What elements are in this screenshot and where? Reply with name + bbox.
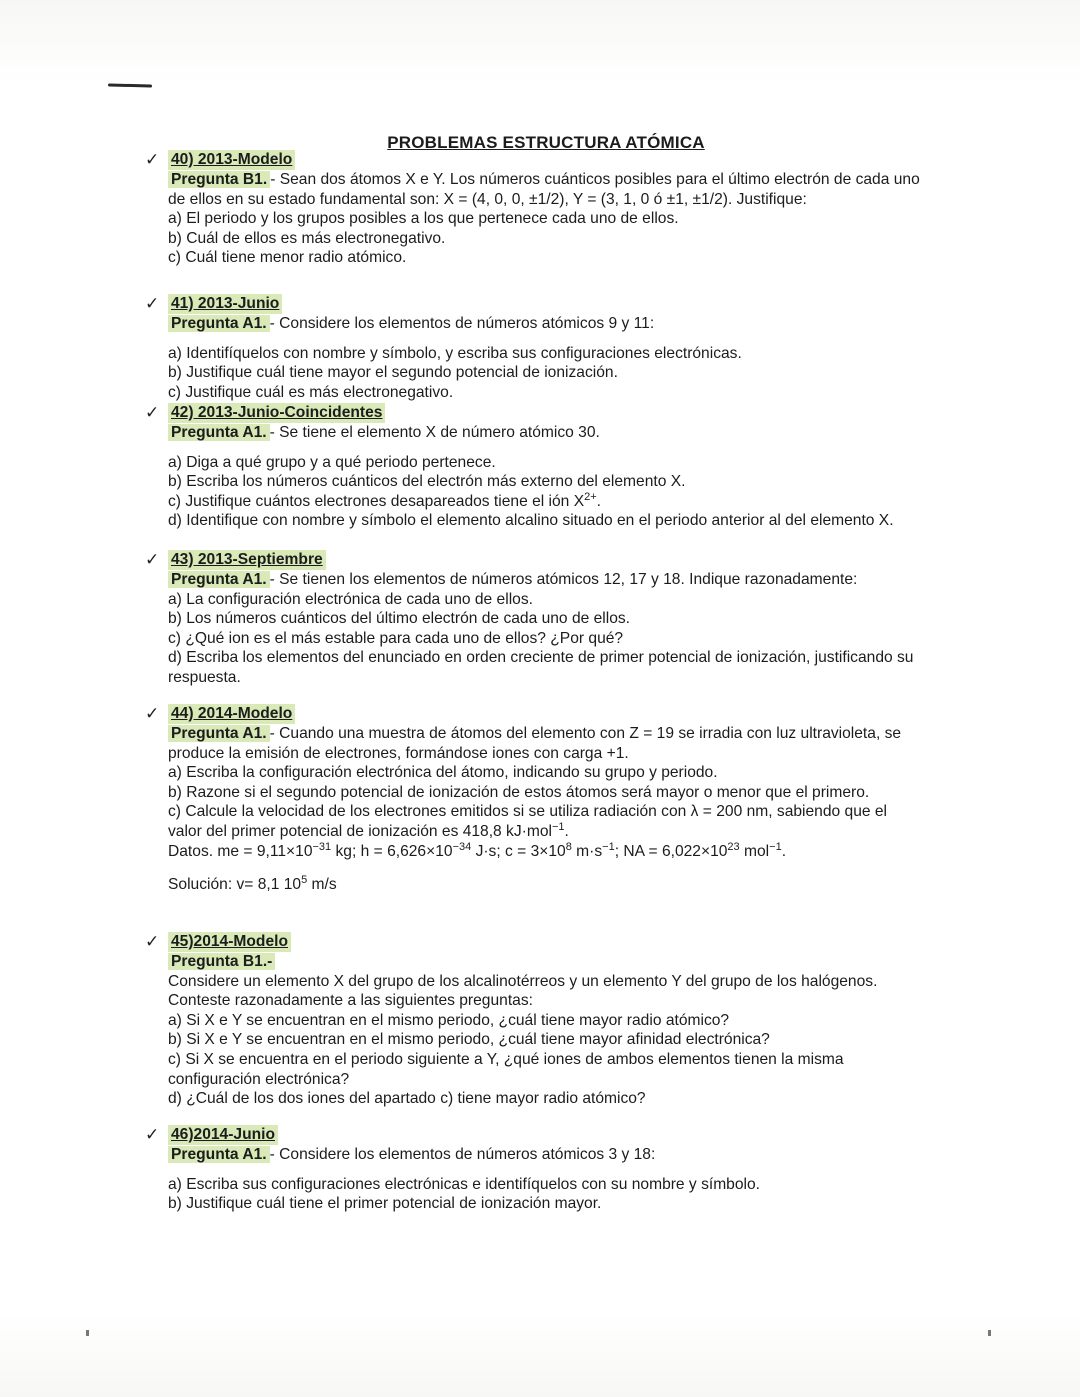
problem-heading: 44) 2014-Modelo bbox=[168, 704, 295, 724]
exponent: −31 bbox=[312, 840, 332, 853]
datos-c: J·s; c = 3×10 bbox=[471, 842, 566, 860]
list-item: Considere un elemento X del grupo de los alcalinotérreos y un elemento Y del grupo de los halógenos. Conteste razonadamente a las siguientes preguntas: bbox=[168, 972, 878, 1010]
question-label: Pregunta A1. bbox=[168, 424, 270, 441]
list-item: d) ¿Cuál de los dos iones del apartado c) tiene mayor radio atómico? bbox=[168, 1090, 646, 1108]
list-item: b) Escriba los números cuánticos del electrón más externo del elemento X. bbox=[168, 473, 686, 491]
solution-line bbox=[168, 875, 925, 895]
list-item: b) Los números cuánticos del último electrón de cada uno de ellos. bbox=[168, 610, 631, 628]
problem-heading: 42) 2013-Junio-Coincidentes bbox=[168, 403, 385, 423]
list-item: b) Justifique cuál tiene mayor el segundo potencial de ionización. bbox=[168, 364, 618, 382]
list-item: d) Identifique con nombre y símbolo el elemento alcalino situado en el periodo anterior al del elemento X. bbox=[168, 512, 894, 530]
problem-heading: 46)2014-Junio bbox=[168, 1125, 278, 1145]
list-item: a) Identifíquelos con nombre y símbolo, y escriba sus configuraciones electrónicas. bbox=[168, 344, 742, 362]
exponent: −1 bbox=[769, 840, 782, 853]
list-item: a) Escriba la configuración electrónica del átomo, indicando su grupo y periodo. bbox=[168, 764, 718, 782]
problem-43 bbox=[145, 550, 925, 688]
check-mark-icon: ✓ bbox=[145, 294, 160, 313]
check-mark-icon: ✓ bbox=[145, 150, 160, 169]
question-label: Pregunta A1. bbox=[168, 315, 270, 332]
question-text bbox=[168, 423, 925, 443]
question-text bbox=[168, 952, 925, 972]
list-item: a) El periodo y los grupos posibles a los que pertenece cada uno de ellos. bbox=[168, 210, 679, 228]
problem-heading: 45)2014-Modelo bbox=[168, 932, 291, 952]
datos-na-unit: mol bbox=[739, 842, 770, 860]
question-text bbox=[168, 724, 925, 763]
exponent: −1 bbox=[551, 820, 565, 833]
list-item bbox=[168, 802, 925, 841]
question-body: - Se tienen los elementos de números atómicos 12, 17 y 18. Indique razonadamente: bbox=[269, 571, 858, 588]
datos-na: ; NA = 6,022×10 bbox=[614, 842, 728, 860]
check-mark-icon: ✓ bbox=[145, 1125, 160, 1144]
problem-44 bbox=[145, 704, 925, 895]
question-body: - Se tiene el elemento X de número atómico 30. bbox=[269, 424, 600, 441]
check-mark-icon: ✓ bbox=[145, 403, 160, 422]
list-item: c) Cuál tiene menor radio atómico. bbox=[168, 249, 407, 267]
question-body: - Considere los elementos de números atómicos 3 y 18: bbox=[269, 1146, 656, 1163]
solution-text: Solución: v= 8,1 10 bbox=[168, 876, 302, 894]
list-item bbox=[168, 492, 925, 512]
exponent: 23 bbox=[727, 840, 740, 853]
exponent: −34 bbox=[452, 840, 472, 853]
question-text bbox=[168, 1145, 925, 1165]
question-label: Pregunta B1.- bbox=[168, 953, 275, 970]
list-item: b) Cuál de ellos es más electronegativo. bbox=[168, 229, 446, 247]
list-item: b) Si X e Y se encuentran en el mismo periodo, ¿cuál tiene mayor afinidad electrónica? bbox=[168, 1031, 770, 1049]
problem-heading: 40) 2013-Modelo bbox=[168, 150, 295, 170]
list-item-end: . bbox=[596, 492, 601, 510]
question-body: - Sean dos átomos X e Y. Los números cuánticos posibles para el último electrón de cada uno de ellos en su estado fundamental son: X = (4, 0, 0, ±1/2), Y = (3, 1, 0 ó ±1, ±1/2). Justifique: bbox=[168, 171, 920, 208]
list-item: a) La configuración electrónica de cada uno de ellos. bbox=[168, 590, 533, 608]
page-title: PROBLEMAS ESTRUCTURA ATÓMICA bbox=[387, 133, 705, 152]
list-item: a) Escriba sus configuraciones electrónicas e identifíquelos con su nombre y símbolo. bbox=[168, 1175, 760, 1193]
question-body: - Considere los elementos de números atómicos 9 y 11: bbox=[269, 315, 655, 332]
list-item-text: c) Calcule la velocidad de los electrones emitidos si se utiliza radiación con λ = 200 nm, sabiendo que el valor del primer potencial de ionización es 418,8 kJ·mol bbox=[168, 803, 888, 840]
problem-heading: 41) 2013-Junio bbox=[168, 294, 282, 314]
list-item: a) Diga a qué grupo y a qué periodo pertenece. bbox=[168, 453, 496, 471]
list-item: c) ¿Qué ion es el más estable para cada uno de ellos? ¿Por qué? bbox=[168, 629, 624, 647]
ion-charge: 2+ bbox=[584, 490, 597, 503]
problem-45 bbox=[145, 932, 925, 1109]
pen-mark bbox=[108, 83, 152, 87]
question-text bbox=[168, 170, 925, 209]
datos-c-unit: m·s bbox=[571, 842, 603, 860]
corner-tick bbox=[86, 1330, 89, 1336]
list-item: c) Si X se encuentra en el periodo siguiente a Y, ¿qué iones de ambos elementos tienen la misma configuración electrónica? bbox=[168, 1050, 844, 1088]
datos-me: me = 9,11×10 bbox=[213, 842, 313, 860]
problem-40 bbox=[145, 150, 925, 268]
question-label: Pregunta A1. bbox=[168, 1146, 270, 1163]
list-item: b) Razone si el segundo potencial de ionización de estos átomos será mayor o menor que el primero. bbox=[168, 783, 870, 801]
problem-41 bbox=[145, 294, 925, 402]
problem-46 bbox=[145, 1125, 925, 1214]
question-label: Pregunta B1. bbox=[168, 171, 270, 188]
problem-42 bbox=[145, 403, 925, 531]
datos-end: . bbox=[781, 842, 787, 860]
list-item-text: c) Justifique cuántos electrones desapareados tiene el ión X bbox=[168, 492, 585, 510]
corner-tick bbox=[988, 1330, 991, 1336]
exponent: 5 bbox=[301, 873, 308, 886]
datos-label: Datos. bbox=[168, 842, 214, 860]
datos-h: kg; h = 6,626×10 bbox=[331, 842, 453, 860]
list-item: a) Si X e Y se encuentran en el mismo periodo, ¿cuál tiene mayor radio atómico? bbox=[168, 1011, 730, 1029]
check-mark-icon: ✓ bbox=[145, 932, 160, 951]
exponent: −1 bbox=[602, 840, 615, 853]
question-body: - Cuando una muestra de átomos del elemento con Z = 19 se irradia con luz ultravioleta, se produce la emisión de electrones, formándose iones con carga +1. bbox=[168, 725, 902, 762]
question-text bbox=[168, 314, 925, 334]
list-item-end: . bbox=[564, 822, 569, 840]
question-text bbox=[168, 570, 925, 590]
question-label: Pregunta A1. bbox=[168, 725, 270, 742]
question-label: Pregunta A1. bbox=[168, 571, 270, 588]
list-item: c) Justifique cuál es más electronegativo. bbox=[168, 383, 454, 401]
solution-unit: m/s bbox=[307, 876, 337, 894]
datos-line bbox=[168, 842, 925, 862]
exponent: 8 bbox=[565, 840, 572, 853]
check-mark-icon: ✓ bbox=[145, 550, 160, 569]
list-item: d) Escriba los elementos del enunciado en orden creciente de primer potencial de ionización, justificando su respuesta. bbox=[168, 649, 914, 686]
problem-heading: 43) 2013-Septiembre bbox=[168, 550, 326, 570]
check-mark-icon: ✓ bbox=[145, 704, 160, 723]
list-item: b) Justifique cuál tiene el primer potencial de ionización mayor. bbox=[168, 1195, 602, 1213]
